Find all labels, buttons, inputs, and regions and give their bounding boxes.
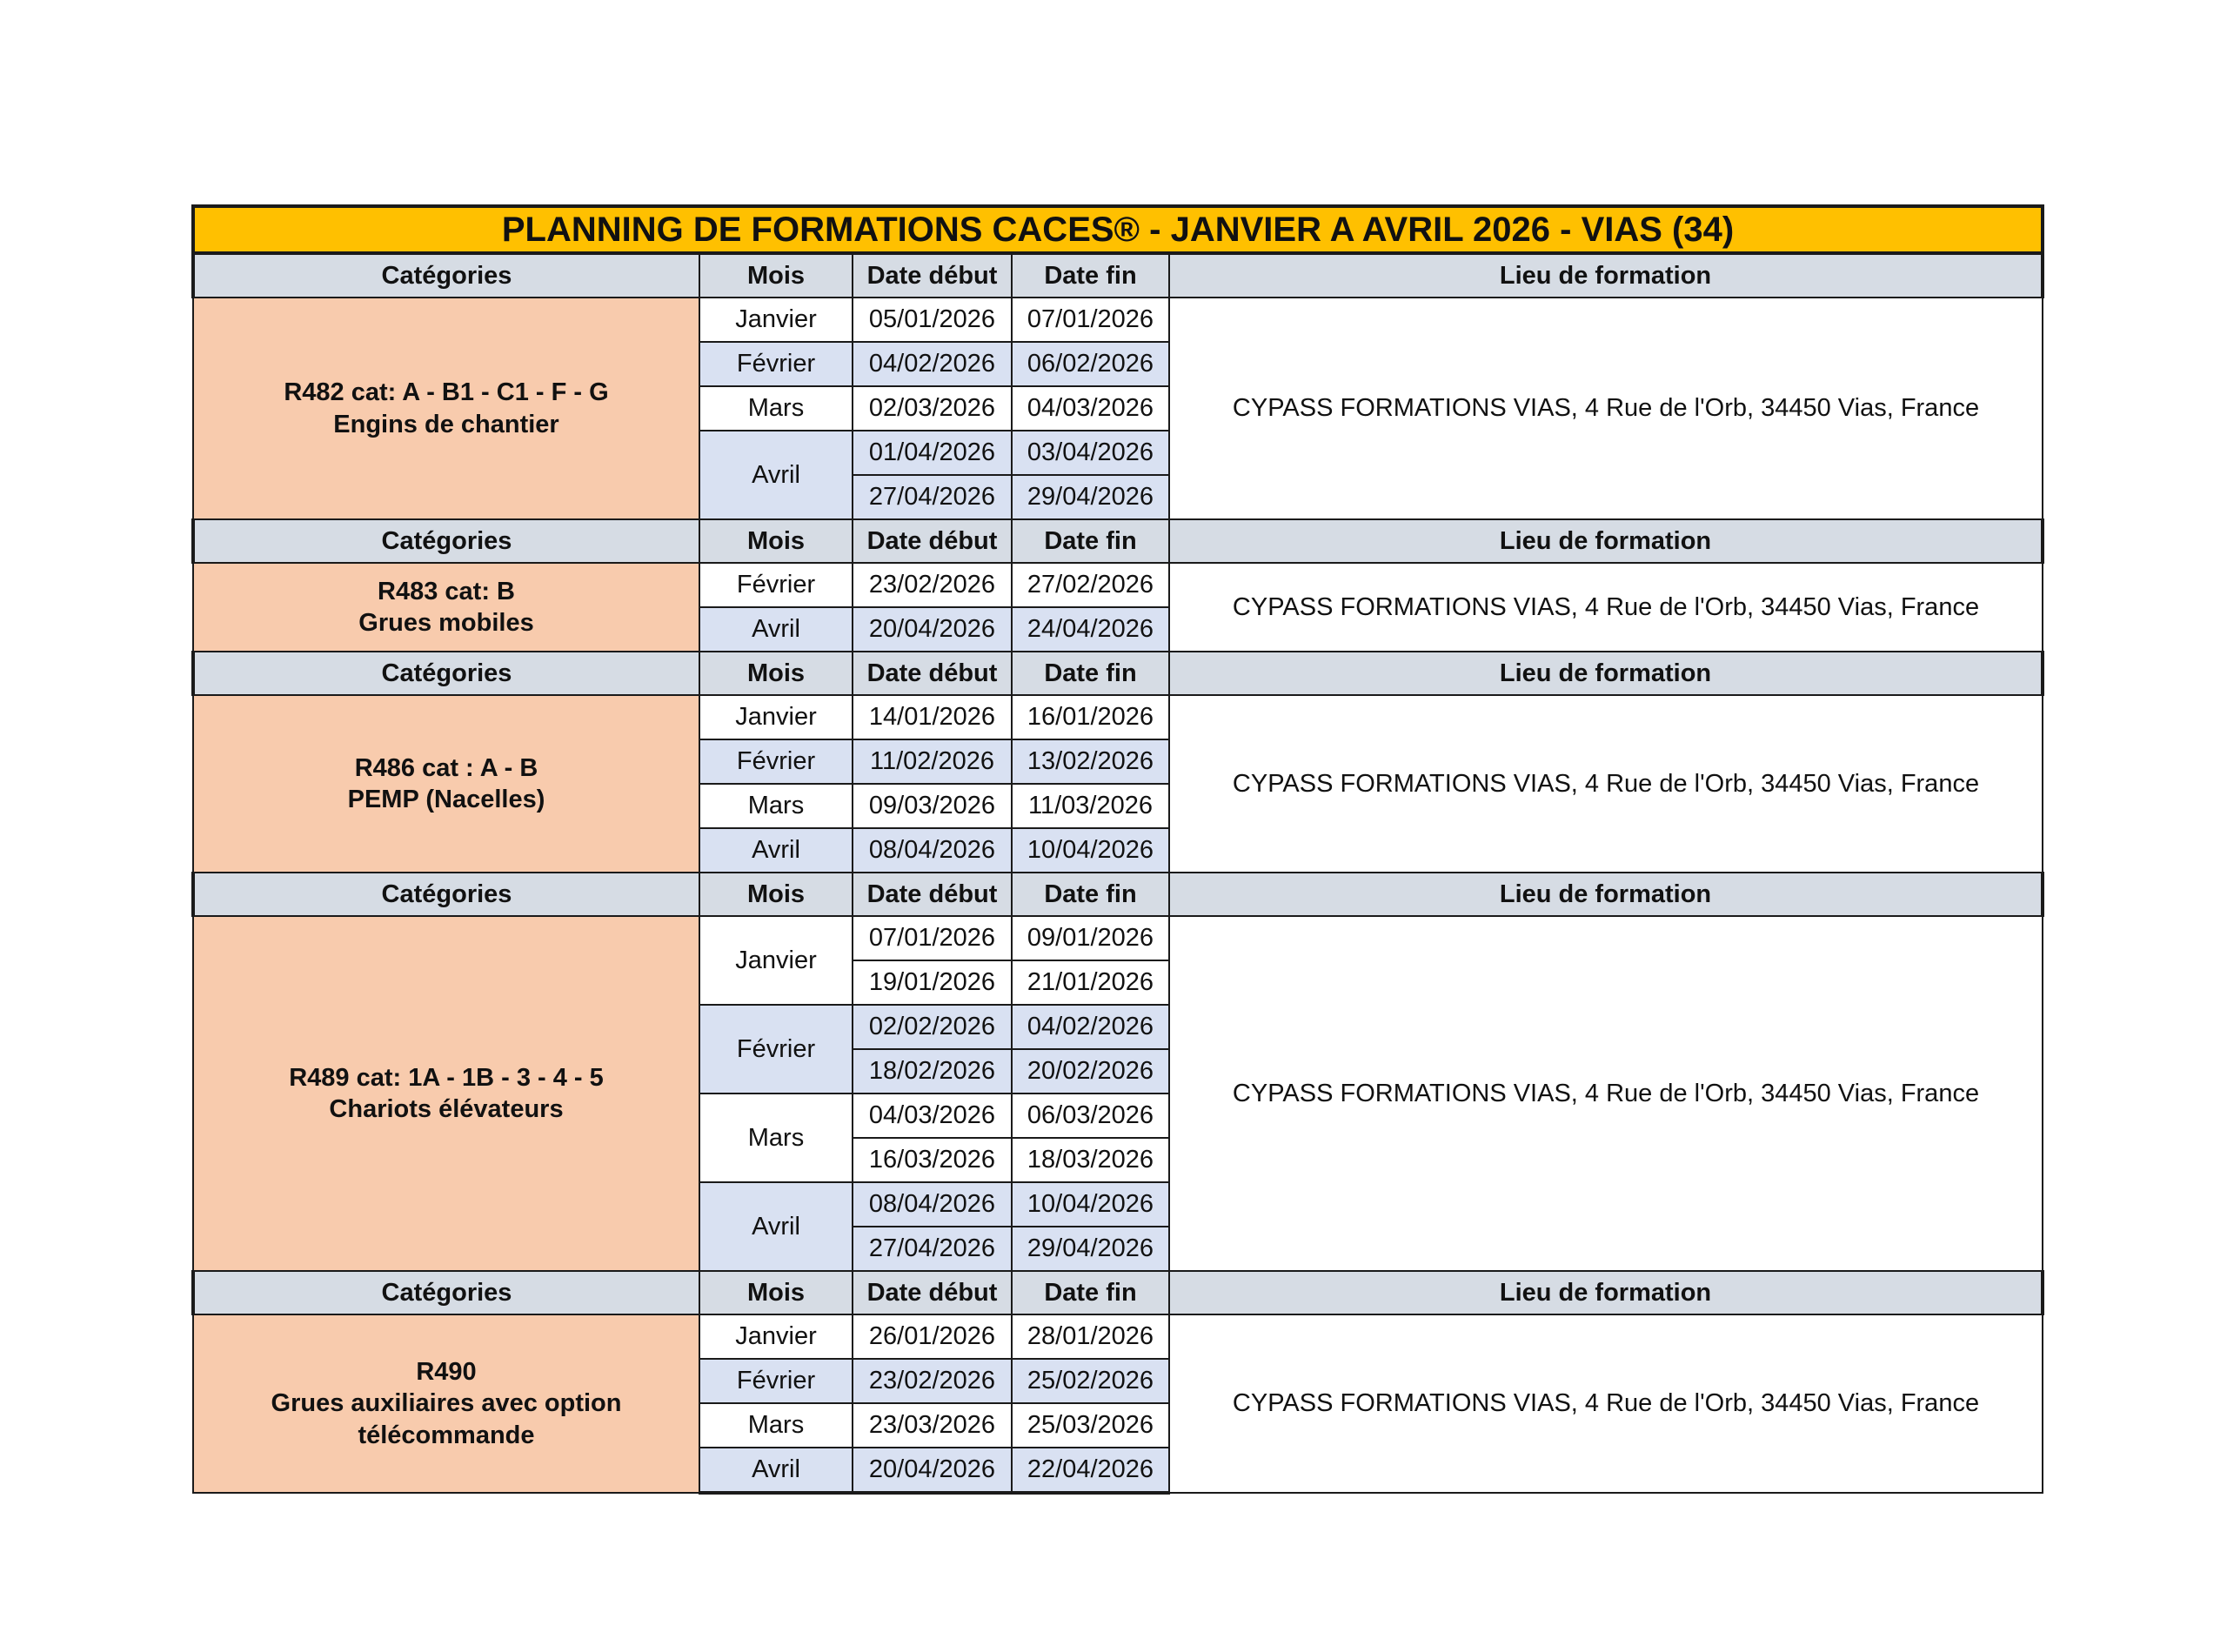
category-line: PEMP (Nacelles)	[347, 786, 545, 813]
date-debut-cell: 11/02/2026	[853, 739, 1012, 784]
header-date-debut: Date début	[853, 519, 1012, 563]
header-mois: Mois	[699, 253, 853, 298]
header-mois: Mois	[699, 1271, 853, 1314]
lieu-cell: CYPASS FORMATIONS VIAS, 4 Rue de l'Orb, 34450 Vias, France	[1169, 695, 2043, 873]
date-fin-cell: 09/01/2026	[1012, 916, 1169, 960]
lieu-cell: CYPASS FORMATIONS VIAS, 4 Rue de l'Orb, 34450 Vias, France	[1169, 916, 2043, 1271]
header-categories: Catégories	[193, 1271, 699, 1314]
date-fin-cell: 21/01/2026	[1012, 960, 1169, 1005]
section-header-row	[193, 253, 2043, 298]
month-cell: Mars	[699, 784, 853, 828]
category-cell	[193, 695, 699, 873]
table-row	[193, 1314, 2043, 1359]
date-fin-cell: 29/04/2026	[1012, 1227, 1169, 1271]
month-cell: Avril	[699, 431, 853, 519]
section-header-row	[193, 519, 2043, 563]
date-debut-cell: 08/04/2026	[853, 828, 1012, 873]
date-fin-cell: 04/02/2026	[1012, 1005, 1169, 1049]
header-date-fin: Date fin	[1012, 652, 1169, 695]
month-cell: Mars	[699, 386, 853, 431]
date-fin-cell: 10/04/2026	[1012, 828, 1169, 873]
header-lieu: Lieu de formation	[1169, 1271, 2043, 1314]
date-fin-cell: 13/02/2026	[1012, 739, 1169, 784]
date-fin-cell: 28/01/2026	[1012, 1314, 1169, 1359]
date-fin-cell: 29/04/2026	[1012, 475, 1169, 519]
table-row	[193, 695, 2043, 739]
section-header-row	[193, 873, 2043, 916]
date-debut-cell: 27/04/2026	[853, 1227, 1012, 1271]
section-header-row	[193, 652, 2043, 695]
header-categories: Catégories	[193, 873, 699, 916]
header-mois: Mois	[699, 519, 853, 563]
header-date-debut: Date début	[853, 253, 1012, 298]
header-mois: Mois	[699, 652, 853, 695]
date-debut-cell: 26/01/2026	[853, 1314, 1012, 1359]
category-line: R486 cat : A - B	[354, 753, 538, 782]
month-cell: Janvier	[699, 916, 853, 1005]
date-debut-cell: 14/01/2026	[853, 695, 1012, 739]
month-cell: Avril	[699, 1182, 853, 1271]
month-cell: Février	[699, 1005, 853, 1094]
date-debut-cell: 02/02/2026	[853, 1005, 1012, 1049]
date-fin-cell: 03/04/2026	[1012, 431, 1169, 475]
category-cell	[193, 1314, 699, 1493]
planning-sheet	[191, 204, 2041, 1495]
date-debut-cell: 19/01/2026	[853, 960, 1012, 1005]
header-date-fin: Date fin	[1012, 873, 1169, 916]
header-lieu: Lieu de formation	[1169, 652, 2043, 695]
category-line: R490	[416, 1358, 477, 1387]
lieu-cell: CYPASS FORMATIONS VIAS, 4 Rue de l'Orb, 34450 Vias, France	[1169, 298, 2043, 519]
header-date-fin: Date fin	[1012, 253, 1169, 298]
header-date-debut: Date début	[853, 873, 1012, 916]
lieu-cell: CYPASS FORMATIONS VIAS, 4 Rue de l'Orb, 34450 Vias, France	[1169, 1314, 2043, 1493]
date-debut-cell: 20/04/2026	[853, 607, 1012, 652]
table-row	[193, 563, 2043, 607]
lieu-cell: CYPASS FORMATIONS VIAS, 4 Rue de l'Orb, 34450 Vias, France	[1169, 563, 2043, 652]
header-lieu: Lieu de formation	[1169, 873, 2043, 916]
date-debut-cell: 23/03/2026	[853, 1403, 1012, 1448]
month-cell: Février	[699, 342, 853, 386]
category-line: R482 cat: A - B1 - C1 - F - G	[284, 378, 609, 407]
category-line: Grues mobiles	[358, 609, 534, 637]
month-cell: Février	[699, 1359, 853, 1403]
month-cell: Février	[699, 739, 853, 784]
date-fin-cell: 25/02/2026	[1012, 1359, 1169, 1403]
planning-title: PLANNING DE FORMATIONS CACES® - JANVIER A AVRIL 2026 - VIAS (34)	[193, 206, 2043, 253]
section-header-row	[193, 1271, 2043, 1314]
category-line: R483 cat: B	[378, 577, 515, 605]
date-debut-cell: 01/04/2026	[853, 431, 1012, 475]
header-date-debut: Date début	[853, 652, 1012, 695]
table-row	[193, 298, 2043, 342]
date-debut-cell: 09/03/2026	[853, 784, 1012, 828]
category-line: Engins de chantier	[333, 410, 559, 438]
date-debut-cell: 04/02/2026	[853, 342, 1012, 386]
header-categories: Catégories	[193, 519, 699, 563]
date-fin-cell: 16/01/2026	[1012, 695, 1169, 739]
month-cell: Janvier	[699, 695, 853, 739]
month-cell: Avril	[699, 607, 853, 652]
date-debut-cell: 23/02/2026	[853, 1359, 1012, 1403]
date-fin-cell: 18/03/2026	[1012, 1138, 1169, 1182]
planning-table	[191, 204, 2044, 1495]
header-lieu: Lieu de formation	[1169, 519, 2043, 563]
category-cell	[193, 916, 699, 1271]
date-fin-cell: 06/02/2026	[1012, 342, 1169, 386]
date-fin-cell: 20/02/2026	[1012, 1049, 1169, 1094]
header-categories: Catégories	[193, 253, 699, 298]
month-cell: Avril	[699, 828, 853, 873]
header-date-fin: Date fin	[1012, 519, 1169, 563]
date-fin-cell: 24/04/2026	[1012, 607, 1169, 652]
date-debut-cell: 05/01/2026	[853, 298, 1012, 342]
date-debut-cell: 23/02/2026	[853, 563, 1012, 607]
date-debut-cell: 07/01/2026	[853, 916, 1012, 960]
category-line: Grues auxiliaires avec option	[271, 1389, 622, 1418]
date-debut-cell: 08/04/2026	[853, 1182, 1012, 1227]
date-fin-cell: 10/04/2026	[1012, 1182, 1169, 1227]
month-cell: Avril	[699, 1448, 853, 1493]
date-debut-cell: 04/03/2026	[853, 1094, 1012, 1138]
date-fin-cell: 22/04/2026	[1012, 1448, 1169, 1493]
date-debut-cell: 20/04/2026	[853, 1448, 1012, 1493]
month-cell: Mars	[699, 1094, 853, 1182]
date-debut-cell: 16/03/2026	[853, 1138, 1012, 1182]
date-fin-cell: 07/01/2026	[1012, 298, 1169, 342]
header-categories: Catégories	[193, 652, 699, 695]
category-line: R489 cat: 1A - 1B - 3 - 4 - 5	[289, 1063, 604, 1092]
date-debut-cell: 18/02/2026	[853, 1049, 1012, 1094]
category-cell	[193, 563, 699, 652]
category-line: télécommande	[358, 1421, 535, 1449]
table-row	[193, 916, 2043, 960]
date-fin-cell: 27/02/2026	[1012, 563, 1169, 607]
date-debut-cell: 02/03/2026	[853, 386, 1012, 431]
month-cell: Février	[699, 563, 853, 607]
date-fin-cell: 06/03/2026	[1012, 1094, 1169, 1138]
date-debut-cell: 27/04/2026	[853, 475, 1012, 519]
header-lieu: Lieu de formation	[1169, 253, 2043, 298]
header-date-debut: Date début	[853, 1271, 1012, 1314]
date-fin-cell: 11/03/2026	[1012, 784, 1169, 828]
category-cell	[193, 298, 699, 519]
category-line: Chariots élévateurs	[329, 1095, 564, 1123]
header-mois: Mois	[699, 873, 853, 916]
month-cell: Janvier	[699, 1314, 853, 1359]
header-date-fin: Date fin	[1012, 1271, 1169, 1314]
month-cell: Mars	[699, 1403, 853, 1448]
date-fin-cell: 25/03/2026	[1012, 1403, 1169, 1448]
date-fin-cell: 04/03/2026	[1012, 386, 1169, 431]
month-cell: Janvier	[699, 298, 853, 342]
